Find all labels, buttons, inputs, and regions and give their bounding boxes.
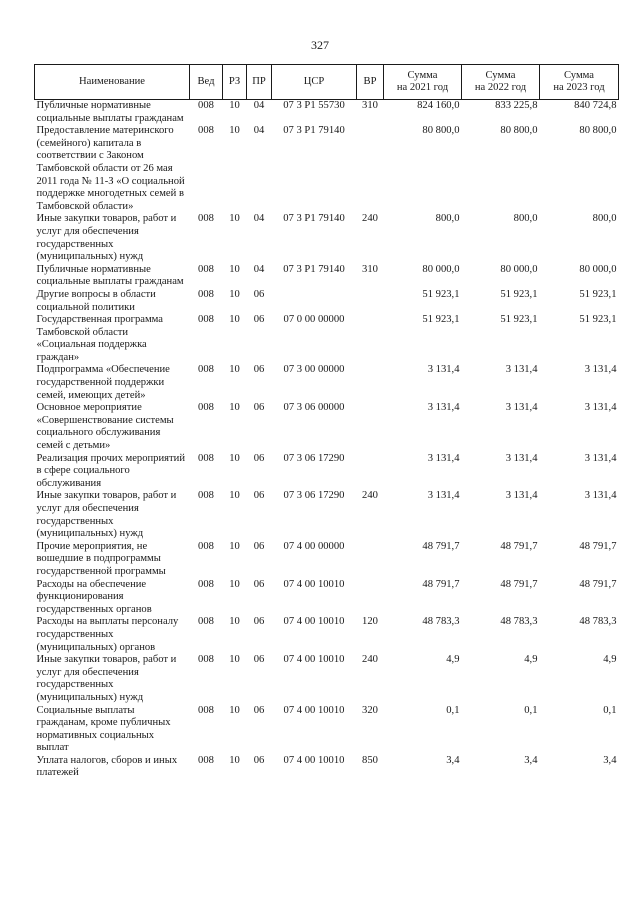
cell-rz: 10 xyxy=(229,263,240,275)
cell-csr: 07 3 06 00000 xyxy=(283,402,345,414)
cell-sum-2021: 51 923,1 xyxy=(422,314,460,326)
cell-name: Основное мероприятие «Совершенствование системы социального обслуживания семей с детьми» xyxy=(36,402,174,452)
cell-sum-2023: 48 783,3 xyxy=(579,616,617,628)
table-row xyxy=(35,125,619,213)
cell-ved: 008 xyxy=(198,100,214,111)
cell-vr: 240 xyxy=(362,213,378,225)
cell-name: Предоставление материнского (семейного) капитала в соответствии с Законом Тамбовской области от 26 мая 2011 года № 11-З «О социальной поддержке многодетных семей в Тамбовской области» xyxy=(36,125,185,212)
cell-sum-2021: 0,1 xyxy=(446,704,460,716)
cell-pr: 06 xyxy=(253,288,265,300)
cell-csr: 07 4 00 10010 xyxy=(283,654,345,666)
table-row xyxy=(35,616,619,654)
header-sum-2023-line1: Сумма xyxy=(564,69,594,81)
cell-sum-2021: 3 131,4 xyxy=(427,402,460,414)
cell-sum-2023: 840 724,8 xyxy=(574,100,617,111)
budget-table xyxy=(34,64,619,780)
cell-sum-2022: 80 800,0 xyxy=(500,125,538,137)
cell-sum-2022: 0,1 xyxy=(524,704,538,716)
cell-sum-2021: 80 800,0 xyxy=(422,125,460,137)
cell-sum-2023: 80 000,0 xyxy=(579,263,617,275)
cell-ved: 008 xyxy=(198,125,214,137)
table-row xyxy=(35,541,619,579)
table-row xyxy=(35,705,619,755)
table-row xyxy=(35,402,619,452)
cell-rz: 10 xyxy=(229,578,240,590)
cell-csr xyxy=(272,289,357,314)
table-row xyxy=(35,490,619,540)
cell-name: Публичные нормативные социальные выплаты гражданам xyxy=(36,100,184,124)
header-csr: ЦСР xyxy=(272,65,357,100)
cell-pr: 04 xyxy=(253,213,265,225)
cell-pr: 06 xyxy=(253,616,265,628)
cell-csr: 07 3 06 17290 xyxy=(283,490,345,502)
table-row xyxy=(35,213,619,263)
header-sum-2022-line1: Сумма xyxy=(485,69,516,81)
cell-sum-2022: 80 000,0 xyxy=(500,263,538,275)
cell-rz: 10 xyxy=(229,654,240,666)
cell-rz: 10 xyxy=(229,402,240,414)
cell-vr xyxy=(357,453,384,491)
cell-sum-2022: 51 923,1 xyxy=(500,314,538,326)
cell-sum-2022: 3 131,4 xyxy=(505,490,538,502)
cell-sum-2021: 3,4 xyxy=(446,754,460,766)
cell-csr: 07 4 00 10010 xyxy=(283,616,345,628)
table-row xyxy=(35,264,619,289)
cell-sum-2021: 3 131,4 xyxy=(427,452,460,464)
header-ved: Вед xyxy=(190,65,223,100)
cell-ved: 008 xyxy=(198,263,214,275)
cell-vr xyxy=(357,314,384,364)
header-name: Наименование xyxy=(35,65,190,100)
cell-ved: 008 xyxy=(198,616,214,628)
cell-sum-2021: 80 000,0 xyxy=(422,263,460,275)
table-row xyxy=(35,755,619,780)
cell-sum-2022: 4,9 xyxy=(524,654,538,666)
table-body xyxy=(35,100,619,781)
cell-sum-2023: 800,0 xyxy=(592,213,617,225)
cell-rz: 10 xyxy=(229,314,240,326)
cell-csr: 07 3 00 00000 xyxy=(283,364,345,376)
cell-ved: 008 xyxy=(198,540,214,552)
cell-ved: 008 xyxy=(198,654,214,666)
cell-vr: 850 xyxy=(362,754,378,766)
cell-name: Иные закупки товаров, работ и услуг для обеспечения государственных (муниципальных) нужд xyxy=(36,213,177,263)
cell-sum-2023: 4,9 xyxy=(603,654,617,666)
cell-vr xyxy=(357,125,384,213)
cell-sum-2022: 3,4 xyxy=(524,754,538,766)
cell-name: Реализация прочих мероприятий в сфере социального обслуживания xyxy=(36,452,185,489)
cell-csr: 07 3 P1 79140 xyxy=(283,125,345,137)
cell-rz: 10 xyxy=(229,490,240,502)
cell-csr: 07 3 06 17290 xyxy=(283,452,345,464)
cell-sum-2023: 80 800,0 xyxy=(579,125,617,137)
cell-vr xyxy=(357,579,384,617)
header-sum-2021-line1: Сумма xyxy=(407,69,438,81)
cell-name: Прочие мероприятия, не вошедшие в подпрограммы государственной программы xyxy=(36,540,166,577)
cell-sum-2021: 48 791,7 xyxy=(422,540,460,552)
cell-rz: 10 xyxy=(229,754,240,766)
cell-pr: 04 xyxy=(253,100,265,111)
table-row xyxy=(35,314,619,364)
cell-rz: 10 xyxy=(229,704,240,716)
cell-pr: 06 xyxy=(253,578,265,590)
cell-sum-2021: 3 131,4 xyxy=(427,490,460,502)
cell-name: Публичные нормативные социальные выплаты гражданам xyxy=(36,263,184,288)
cell-vr: 310 xyxy=(362,100,378,111)
cell-sum-2023: 3 131,4 xyxy=(584,402,617,414)
cell-sum-2021: 824 160,0 xyxy=(417,100,460,111)
cell-sum-2021: 4,9 xyxy=(446,654,460,666)
cell-name: Государственная программа Тамбовской области «Социальная поддержка граждан» xyxy=(36,314,164,363)
cell-name: Уплата налогов, сборов и иных платежей xyxy=(36,754,178,779)
cell-ved: 008 xyxy=(198,704,214,716)
cell-csr: 07 3 P1 79140 xyxy=(283,263,345,275)
cell-pr: 06 xyxy=(253,402,265,414)
cell-csr: 07 3 P1 55730 xyxy=(283,100,345,111)
cell-sum-2021: 3 131,4 xyxy=(427,364,460,376)
cell-sum-2023: 51 923,1 xyxy=(579,314,617,326)
cell-name: Иные закупки товаров, работ и услуг для обеспечения государственных (муниципальных) нужд xyxy=(36,654,177,703)
header-pr: ПР xyxy=(247,65,272,100)
table-row xyxy=(35,579,619,617)
cell-sum-2021: 51 923,1 xyxy=(422,288,460,300)
cell-name: Другие вопросы в области социальной политики xyxy=(36,288,156,313)
header-sum-2022-line2: на 2022 год xyxy=(474,82,527,93)
cell-sum-2023: 0,1 xyxy=(603,704,617,716)
cell-pr: 06 xyxy=(253,364,265,376)
cell-vr: 240 xyxy=(362,654,378,666)
header-sum-2021 xyxy=(384,65,462,100)
cell-vr xyxy=(357,402,384,452)
cell-sum-2022: 833 225,8 xyxy=(495,100,538,111)
page-number: 327 xyxy=(311,38,329,52)
cell-csr: 07 4 00 10010 xyxy=(283,704,345,716)
cell-rz: 10 xyxy=(229,540,240,552)
cell-sum-2022: 48 783,3 xyxy=(500,616,538,628)
header-sum-2022 xyxy=(462,65,540,100)
cell-pr: 06 xyxy=(253,704,265,716)
cell-pr: 06 xyxy=(253,490,265,502)
cell-sum-2022: 3 131,4 xyxy=(505,452,538,464)
cell-csr: 07 3 P1 79140 xyxy=(283,213,345,225)
cell-sum-2023: 48 791,7 xyxy=(579,540,617,552)
cell-sum-2023: 3 131,4 xyxy=(584,364,617,376)
cell-csr: 07 4 00 10010 xyxy=(283,578,345,590)
header-sum-2023-line2: на 2023 год xyxy=(553,82,605,93)
cell-rz: 10 xyxy=(229,213,240,225)
cell-ved: 008 xyxy=(198,288,214,300)
cell-sum-2021: 48 791,7 xyxy=(422,578,460,590)
cell-vr: 310 xyxy=(362,263,378,275)
cell-csr: 07 4 00 00000 xyxy=(283,540,345,552)
cell-name: Расходы на обеспечение функционирования государственных органов xyxy=(36,578,152,615)
cell-sum-2022: 48 791,7 xyxy=(500,540,538,552)
header-rz: РЗ xyxy=(223,65,247,100)
cell-ved: 008 xyxy=(198,364,214,376)
table-row xyxy=(35,100,619,126)
cell-ved: 008 xyxy=(198,452,214,464)
cell-pr: 06 xyxy=(253,452,265,464)
cell-sum-2021: 800,0 xyxy=(435,213,460,225)
header-sum-2021-line2: на 2021 год xyxy=(396,82,449,93)
cell-sum-2023: 48 791,7 xyxy=(579,578,617,590)
cell-pr: 06 xyxy=(253,314,265,326)
cell-sum-2023: 3,4 xyxy=(603,754,617,766)
cell-pr: 06 xyxy=(253,540,265,552)
cell-sum-2023: 3 131,4 xyxy=(584,490,617,502)
cell-vr xyxy=(357,541,384,579)
cell-name: Расходы на выплаты персоналу государственных (муниципальных) органов xyxy=(36,616,179,653)
cell-vr: 120 xyxy=(362,616,378,628)
cell-pr: 04 xyxy=(253,263,265,275)
table-row xyxy=(35,654,619,704)
cell-rz: 10 xyxy=(229,616,240,628)
cell-sum-2022: 800,0 xyxy=(513,213,538,225)
cell-vr: 240 xyxy=(362,490,378,502)
table-header-row xyxy=(35,65,619,100)
header-vr: ВР xyxy=(357,65,384,100)
cell-vr xyxy=(357,364,384,402)
cell-csr: 07 4 00 10010 xyxy=(283,754,345,766)
cell-sum-2023: 51 923,1 xyxy=(579,288,617,300)
cell-name: Социальные выплаты гражданам, кроме публичных нормативных социальных выплат xyxy=(36,704,171,754)
cell-ved: 008 xyxy=(198,490,214,502)
cell-vr: 320 xyxy=(362,704,378,716)
table-row xyxy=(35,364,619,402)
table-row xyxy=(35,453,619,491)
cell-ved: 008 xyxy=(198,314,214,326)
cell-sum-2022: 48 791,7 xyxy=(500,578,538,590)
cell-name: Иные закупки товаров, работ и услуг для обеспечения государственных (муниципальных) нужд xyxy=(36,490,177,540)
cell-rz: 10 xyxy=(229,452,240,464)
cell-pr: 06 xyxy=(253,654,265,666)
cell-ved: 008 xyxy=(198,213,214,225)
cell-sum-2021: 48 783,3 xyxy=(422,616,460,628)
cell-pr: 06 xyxy=(253,754,265,766)
cell-ved: 008 xyxy=(198,402,214,414)
cell-sum-2022: 51 923,1 xyxy=(500,288,538,300)
cell-ved: 008 xyxy=(198,754,214,766)
cell-rz: 10 xyxy=(229,100,240,111)
cell-name: Подпрограмма «Обеспечение государственной поддержки семей, имеющих детей» xyxy=(36,364,170,401)
header-sum-2023 xyxy=(540,65,619,100)
cell-rz: 10 xyxy=(229,288,240,300)
cell-ved: 008 xyxy=(198,578,214,590)
cell-rz: 10 xyxy=(229,125,240,137)
cell-vr xyxy=(357,289,384,314)
table-row xyxy=(35,289,619,314)
cell-pr: 04 xyxy=(253,125,265,137)
cell-sum-2022: 3 131,4 xyxy=(505,402,538,414)
cell-rz: 10 xyxy=(229,364,240,376)
cell-sum-2022: 3 131,4 xyxy=(505,364,538,376)
cell-sum-2023: 3 131,4 xyxy=(584,452,617,464)
cell-csr: 07 0 00 00000 xyxy=(283,314,345,326)
